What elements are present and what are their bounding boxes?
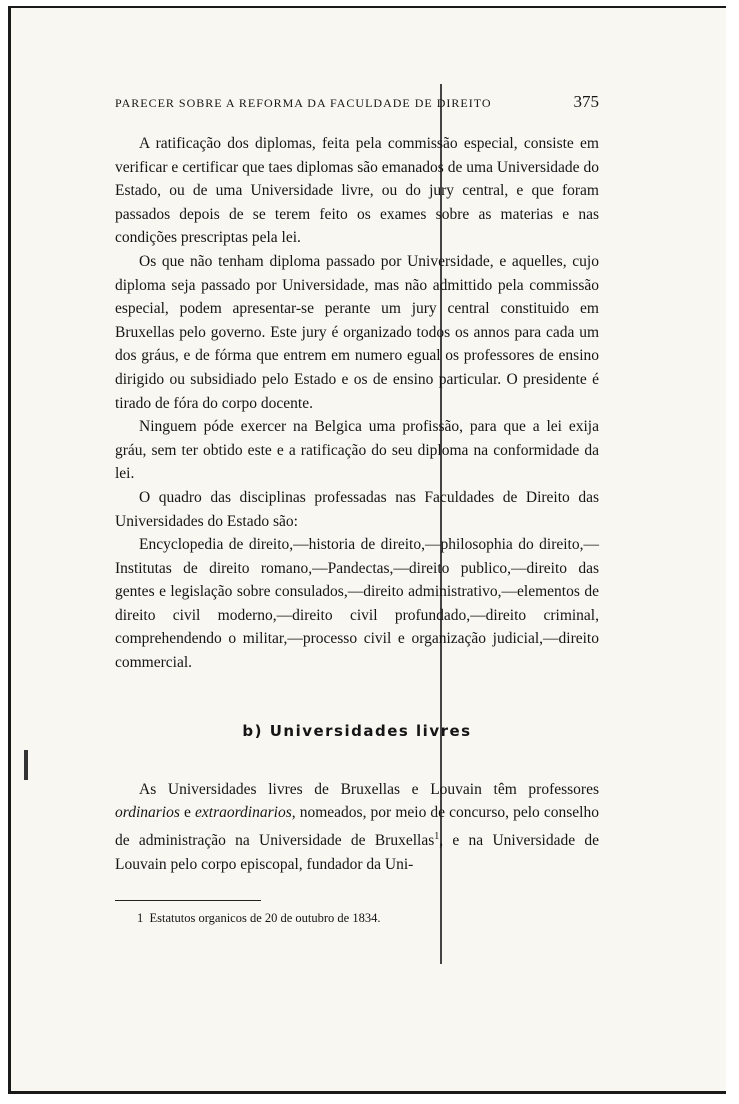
paragraph-profissao: Ninguem póde exercer na Belgica uma profissão, para que a lei exija gráu, sem ter obtido este e a ratificação do seu diploma na conformidade da lei. (115, 418, 599, 483)
text-run: nomeados, por meio de concurso, pelo conselho de administração na Universidade de Bruxellas (115, 804, 599, 849)
section-heading: b) Universidades livres (242, 721, 472, 740)
footnote (115, 911, 599, 926)
paragraph-quadro-disciplinas: O quadro das disciplinas professadas nas Faculdades de Direito das Universidades do Estado são: (115, 488, 599, 530)
italic-term: extraordinarios, (195, 804, 296, 822)
footnote-reference: 1 (434, 830, 440, 842)
text-run: , e na Universidade de Louvain pelo corpo episcopal, fundador da Uni- (115, 832, 600, 873)
text-run: As Universidades livres de Bruxellas e Louvain têm professores (139, 780, 599, 798)
paragraph-universidades-livres (115, 778, 599, 877)
italic-term: ordinarios (115, 804, 180, 822)
footnote-text: Estatutos organicos de 20 de outubro de 1834. (149, 911, 381, 926)
book-page (8, 6, 726, 1094)
footnote-rule (115, 900, 261, 901)
running-title: PARECER SOBRE A REFORMA DA FACULDADE DE DIREITO (115, 96, 492, 110)
page-number: 375 (573, 92, 599, 111)
text-run: e (179, 804, 195, 822)
paragraph-jury-central: Os que não tenham diploma passado por Universidade, e aquelles, cujo diploma seja passado por Universidade, mas não admittido pela commissão especial, podem apresentar-se perante um jury central constituido em Bruxellas pelo governo. Este jury é organizado todos os annos para cada um dos gráus, e de fórma que entrem em numero egual os professores de ensino dirigido ou subsidiado pelo Estado e os de ensino particular. O presidente é tirado de fóra do corpo docente. (115, 252, 599, 412)
footnote-number: 1 (137, 911, 144, 926)
margin-mark (24, 750, 28, 780)
paragraph-ratificacao: A ratificação dos diplomas, feita pela commissão especial, consiste em verificar e certificar que taes diplomas são emanados de uma Universidade do Estado, ou de uma Universidade livre, ou do jury central, e que foram passados depois de se terem feito os exames sobre as materias e nas condições prescriptas pela lei. (115, 135, 599, 247)
text-block (115, 92, 599, 926)
running-head (115, 92, 599, 120)
paragraph-disciplinas-list: Encyclopedia de direito,—historia de direito,—philosophia do direito,—Institutas de direito romano,—Pandectas,—direito publico,—direito das gentes e legislação sobre consulados,—direito administrativo,—elementos de direito civil moderno,—direito civil profundado,—direito criminal, comprehendendo o militar,—processo civil e organização judicial,—direito commercial. (115, 536, 599, 672)
